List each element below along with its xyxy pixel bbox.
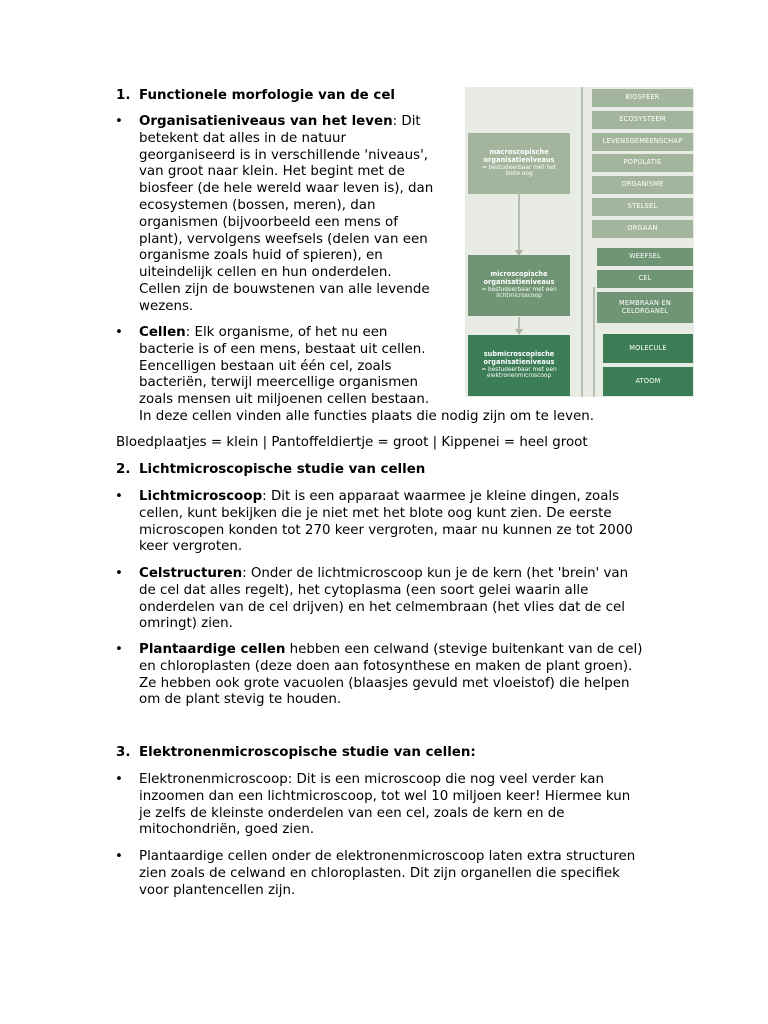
level-organisme: ORGANISME <box>592 176 693 194</box>
size-comparison-paragraph: Bloedplaatjes = klein | Pantoffeldiertje = groot | Kippenei = heel groot <box>116 435 588 450</box>
section-2-title: Lichtmicroscopische studie van cellen <box>139 462 426 477</box>
macro-sub-2: blote oog <box>505 171 533 178</box>
text-line: en chloroplasten (deze doen aan fotosynthese en maken de plant groen). <box>139 658 633 674</box>
connector-line <box>518 194 520 252</box>
text-line: de cel dat alles regelt), het cytoplasma (een soort gelei waarin alle <box>139 582 589 598</box>
text-line: : Elk organisme, of het nu een <box>185 325 388 340</box>
level-cel: CEL <box>597 270 693 288</box>
text-line: biosfeer (de hele wereld waar leven is), dan <box>139 181 434 197</box>
text-line: je zelfs de kleinste onderdelen van een cel, zoals de kern en de <box>139 805 565 821</box>
text-line: wezens. <box>139 298 194 314</box>
bullet-cellen-term: Cellen <box>139 325 186 340</box>
level-ecosysteem: ECOSYSTEEM <box>592 111 693 129</box>
micro-sub-2: lichtmicroscoop <box>496 293 542 300</box>
text-line: organisme zoals huid of spieren), en <box>139 248 383 264</box>
submicro-title-2: organisatieniveaus <box>483 357 555 366</box>
bullet-lichtmicroscoop-term: Lichtmicroscoop <box>139 489 263 504</box>
text-line: mitochondriën, goed zien. <box>139 822 315 838</box>
macro-sub-1: = bestudeerbaar met het <box>482 164 556 171</box>
bullet-celstructuren <box>139 566 679 633</box>
text-line: : Dit is een apparaat waarmee je kleine dingen, zoals <box>262 489 620 504</box>
text-line: voor plantencellen zijn. <box>139 882 296 898</box>
level-populatie: POPULATIE <box>592 154 693 172</box>
section-3-number: 3. <box>116 745 131 760</box>
level-membraan-celorganel <box>597 292 693 323</box>
bullet-plantaardige-em <box>139 849 679 899</box>
text-line: cellen, kunt bekijken die je niet met het blote oog kunt zien. De eerste <box>139 505 612 521</box>
macro-title-2: organisatienlveaus <box>483 155 555 164</box>
connector-line <box>593 287 595 397</box>
level-atoom: ATOOM <box>603 367 693 396</box>
submicro-sub-1: = bestudeerbaar met een <box>481 366 557 373</box>
text-line: uiteindelijk cellen en hun onderdelen. <box>139 265 392 281</box>
text-line: van groot naar klein. Het begint met de <box>139 164 405 180</box>
text-line: onderdelen van de cel drijven) en het celmembraan (het vlies dat de cel <box>139 599 625 615</box>
micro-title-2: organisatieniveaus <box>483 277 555 286</box>
text-line: keer vergroten. <box>139 539 243 555</box>
bullet-plantaardige-cellen-term: Plantaardige cellen <box>139 642 286 657</box>
submicro-sub-2: elektronenmicroscoop <box>486 373 552 380</box>
section-2-heading <box>116 462 425 479</box>
text-line: bacterie is of een mens, bestaat uit cellen. <box>139 341 426 357</box>
section-1-title: Functionele morfologie van de cel <box>139 88 396 103</box>
text-line: : Onder de lichtmicroscoop kun je de kern (het 'brein' van <box>242 566 629 581</box>
text-line: zoals mensen uit miljoenen cellen bestaan. <box>139 392 430 408</box>
section-3-title: Elektronenmicroscopische studie van cellen: <box>139 745 476 760</box>
level-levensgemeenschap: LEVENSGEMEENSCHAP <box>592 133 693 151</box>
microscopic-box <box>468 255 570 316</box>
text-line: Cellen zijn de bouwstenen van alle levende <box>139 281 430 297</box>
section-1-number: 1. <box>116 88 131 103</box>
text-line: • Plantaardige cellen onder de elektronenmicroscoop laten extra structuren <box>139 849 636 864</box>
micro-title-1: microscopische <box>490 270 548 279</box>
text-line: zien zoals de celwand en chloroplasten. Dit zijn organellen die specifiek <box>139 865 620 881</box>
text-line: ecosystemen (bossen, meren), dan <box>139 197 376 213</box>
bullet-organisatieniveaus <box>139 114 459 316</box>
text-line: omringt) zien. <box>139 616 233 632</box>
level-weefsel: WEEFSEL <box>597 248 693 266</box>
text-line: bacteriën, terwijl meercellige organismen <box>139 375 418 391</box>
bullet-elektronenmicroscoop <box>139 772 679 839</box>
text-line: : Dit <box>392 114 421 129</box>
micro-sub-1: = bestudeerbaar met een <box>481 286 557 293</box>
text-line: plant), vervolgens weefsels (delen van een <box>139 231 428 247</box>
bullet-lichtmicroscoop <box>139 489 679 556</box>
level-biosfeer: BIOSFEER <box>592 89 693 107</box>
text-line: microscopen konden tot 270 keer vergroten, maar nu kunnen ze tot 2000 <box>139 522 633 538</box>
level-membraan-line-2: CELORGANEL <box>621 306 669 315</box>
organisation-levels-figure <box>465 87 694 397</box>
text-line: om de plant stevig te houden. <box>139 692 342 708</box>
text-line: betekent dat alles in de natuur <box>139 130 346 146</box>
text-line: • Elektronenmicroscoop: Dit is een microscoop die nog veel verder kan <box>139 772 604 787</box>
text-line: organismen (bijvoorbeeld een mens of <box>139 214 398 230</box>
level-molecule: MOLECULE <box>603 334 693 363</box>
level-stelsel: STELSEL <box>592 198 693 216</box>
bullet-plantaardige-cellen <box>139 642 679 709</box>
bullet-celstructuren-term: Celstructuren <box>139 566 243 581</box>
macro-title-1: macroscopische <box>489 148 549 157</box>
level-orgaan: ORGAAN <box>592 220 693 238</box>
macroscopic-box <box>468 133 570 194</box>
connector-line <box>581 87 583 397</box>
text-line: inzoomen dan een lichtmicroscoop, tot wel 10 miljoen keer! Hiermee kun <box>139 788 631 804</box>
section-1-heading <box>116 88 395 105</box>
text-line: georganiseerd is in verschillende 'niveaus', <box>139 147 429 163</box>
text-line: Ze hebben ook grote vacuolen (blaasjes gevuld met vloeistof) die helpen <box>139 675 630 691</box>
text-line: In deze cellen vinden alle functies plaats die nodig zijn om te leven. <box>139 408 595 424</box>
section-2-number: 2. <box>116 462 131 477</box>
level-membraan-line-1: MEMBRAAN EN <box>619 298 671 307</box>
submicroscopic-box <box>468 335 570 396</box>
submicro-title-1: submicroscopische <box>483 350 555 359</box>
bullet-organisatieniveaus-term: Organisatieniveaus van het leven <box>139 114 393 129</box>
text-line: Eencelligen bestaan uit één cel, zoals <box>139 358 392 374</box>
section-3-heading <box>116 745 476 762</box>
text-line: hebben een celwand (stevige buitenkant van de cel) <box>285 642 643 657</box>
